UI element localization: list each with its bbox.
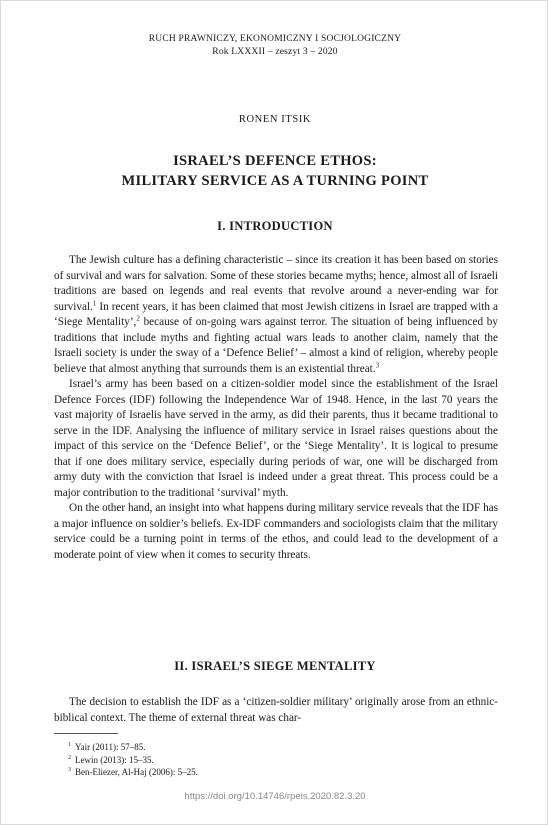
footnote-text: Ben-Eliezer, Al-Haj (2006): 5–25.: [75, 767, 198, 777]
section-heading-siege-mentality: II. ISRAEL’S SIEGE MENTALITY: [174, 659, 376, 673]
footnote-number: 1: [68, 742, 71, 748]
author-name: RONEN ITSIK: [238, 114, 312, 125]
paragraph: The decision to establish the IDF as a ‘citizen-soldier military’ originally arose from an ethnic-biblical context. The theme of external threat was char-: [54, 696, 498, 724]
footnote-text: Yair (2011): 57–85.: [75, 742, 146, 752]
section-heading-introduction: I. INTRODUCTION: [217, 219, 333, 233]
footnote-divider: [54, 733, 118, 734]
text-run: In recent years, it has been claimed that most Jewish citizens in Israel are trapped with a ‘Siege Mentality’,: [54, 300, 498, 328]
siege-mentality-body: [54, 695, 498, 726]
issue-info: Rok LXXXII – zeszyt 3 – 2020: [212, 47, 338, 57]
footnote-number: 2: [68, 754, 71, 761]
paragraph: Israel’s army has been based on a citizen-soldier model since the establishment of the Israel Defence Forces (IDF) following the Independence War of 1948. Hence, in the last 70 years the vast majority of Israelis have served in the army, as did their parents, thus it became traditional to serve in the IDF. Analysing the influence of military service in Israel raises questions about the impact of this service on the ‘Defence Belief’, or the ‘Siege Mentality’. It is logical to presume that if one does military service, especially during periods of war, one will be discharged from army duty with the conviction that Israel is indeed under a great threat. This process could be a major contribution to the traditional ‘survival’ myth.: [54, 378, 498, 499]
text-run: The Jewish culture has a defining characteristic – since its creation it has been based on stories of survival and wars for salvation. Some of these stories became myths; hence, almost all of Israeli traditions are based on legends and real events that revolve around a never-ending war for survival.: [54, 254, 498, 313]
footnote-number: 3: [68, 767, 71, 773]
text-run: because of on-going wars against terror. The situation of being influenced by traditions that include myths and fighting actual wars leads to another claim, namely that the Israeli society is under the sway of a ‘Defence Belief’ – almost a kind of religion, whereby people believe that almost anything that surrounds them is an existential threat.: [54, 316, 498, 375]
footnote: [68, 754, 488, 767]
footnote-ref-3[interactable]: 3: [375, 360, 380, 369]
paragraph: On the other hand, an insight into what happens during military service reveals that the IDF has a major influence on soldier’s beliefs. Ex-IDF commanders and sociologists claim that the military service could be a turning point in terms of the ethos, and could lead to the development of a moderate point of view when it comes to security threats.: [54, 502, 498, 561]
footnote: [68, 766, 488, 779]
journal-name: RUCH PRAWNICZY, EKONOMICZNY I SOCJOLOGICZNY: [148, 34, 402, 44]
introduction-body: [54, 253, 498, 563]
title-line-1: ISRAEL’S DEFENCE ETHOS:: [173, 153, 377, 169]
footnote: [68, 741, 488, 754]
footnote-ref-2[interactable]: 2: [136, 314, 140, 323]
doi-link[interactable]: https://doi.org/10.14746/rpeis.2020.82.3.20: [184, 791, 366, 802]
title-line-2: MILITARY SERVICE AS A TURNING POINT: [121, 173, 429, 189]
paragraph: [54, 253, 498, 377]
footnote-ref-1[interactable]: 1: [92, 298, 97, 307]
footnotes: [68, 741, 488, 779]
footnote-text: Lewin (2013): 15–35.: [75, 754, 154, 765]
running-head: [1, 33, 548, 59]
article-title: [1, 151, 548, 191]
